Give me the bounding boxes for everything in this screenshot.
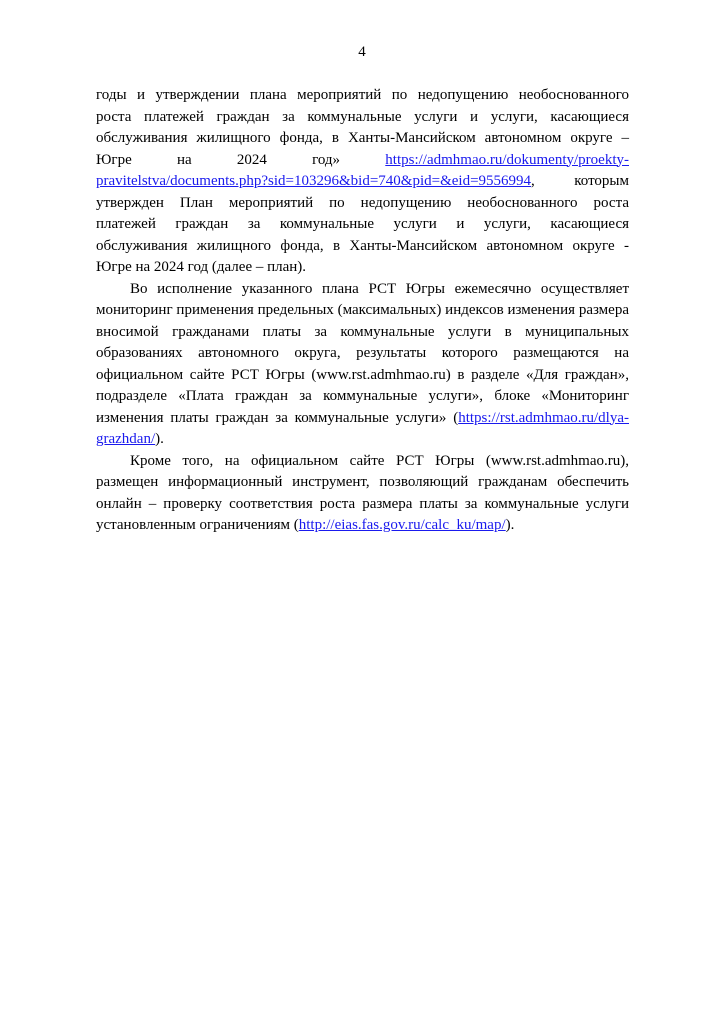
proekty-pravitelstva-link-part-1[interactable]: https://admhmao.ru/dokumenty/proekty- [385, 151, 629, 168]
paragraph-1-line-3: обслуживания жилищного фонда, в Ханты-Мансийском автономном округе – [96, 130, 629, 146]
paragraph-2-text: Во исполнение указанного плана РСТ Югры ежемесячно осуществляет мониторинг применения предельных (максимальных) индексов изменения размера вносимой гражданами платы за коммунальные услуги в муниципальных образованиях автономного округа, результаты которого размещаются на официальном сайте РСТ Югры (www.rst.admhmao.ru) в разделе «Для граждан», подразделе «Плата граждан за коммунальные услуги», блоке «Мониторинг изменения платы граждан за коммунальные услуги» ( [96, 280, 629, 426]
paragraph-1-line-2: роста платежей граждан за коммунальные услуги и услуги, касающиеся [96, 108, 629, 125]
page-number: 4 [358, 44, 366, 60]
paragraph-1-line-8: обслуживания жилищного фонда, в Ханты-Мансийском автономном округе - [96, 237, 629, 254]
document-body [96, 85, 629, 537]
proekty-pravitelstva-link-part-2[interactable]: pravitelstva/documents.php?sid=103296&bid=740&pid=&eid=9556994 [96, 173, 532, 189]
paragraph-1-line-4-text: Югре на 2024 год» [96, 151, 341, 168]
rst-dlya-grazhdan-link[interactable]: https://rst.admhmao.ru/dlya-grazhdan/ [96, 409, 629, 447]
paragraph-2-closing: ). [155, 431, 164, 447]
paragraph-1-line-6: утвержден План мероприятий по недопущению необоснованного роста [96, 194, 629, 211]
paragraph-3-closing: ). [505, 517, 515, 533]
paragraph-2 [96, 279, 629, 451]
paragraph-3-text: Кроме того, на официальном сайте РСТ Югры (www.rst.admhmao.ru), размещен информационный инструмент, позволяющий гражданам обеспечить онлайн – проверку соответствия роста размера платы за коммунальные услуги установленным ограничениям ( [96, 452, 629, 533]
paragraph-1-line-5 [96, 171, 629, 193]
paragraph-1-line-4 [96, 150, 629, 172]
paragraph-3 [96, 451, 629, 537]
paragraph-1-line-7: платежей граждан за коммунальные услуги и услуги, касающиеся [96, 216, 629, 232]
paragraph-1 [96, 85, 629, 279]
paragraph-1-line-5-text: , которым [531, 173, 629, 189]
eias-calc-ku-map-link[interactable]: http://eias.fas.gov.ru/calc_ku/map/ [298, 517, 506, 533]
paragraph-1-last-line: Югре на 2024 год (далее – план). [96, 259, 307, 275]
paragraph-1-line-1: годы и утверждении плана мероприятий по недопущению необоснованного [96, 87, 629, 103]
